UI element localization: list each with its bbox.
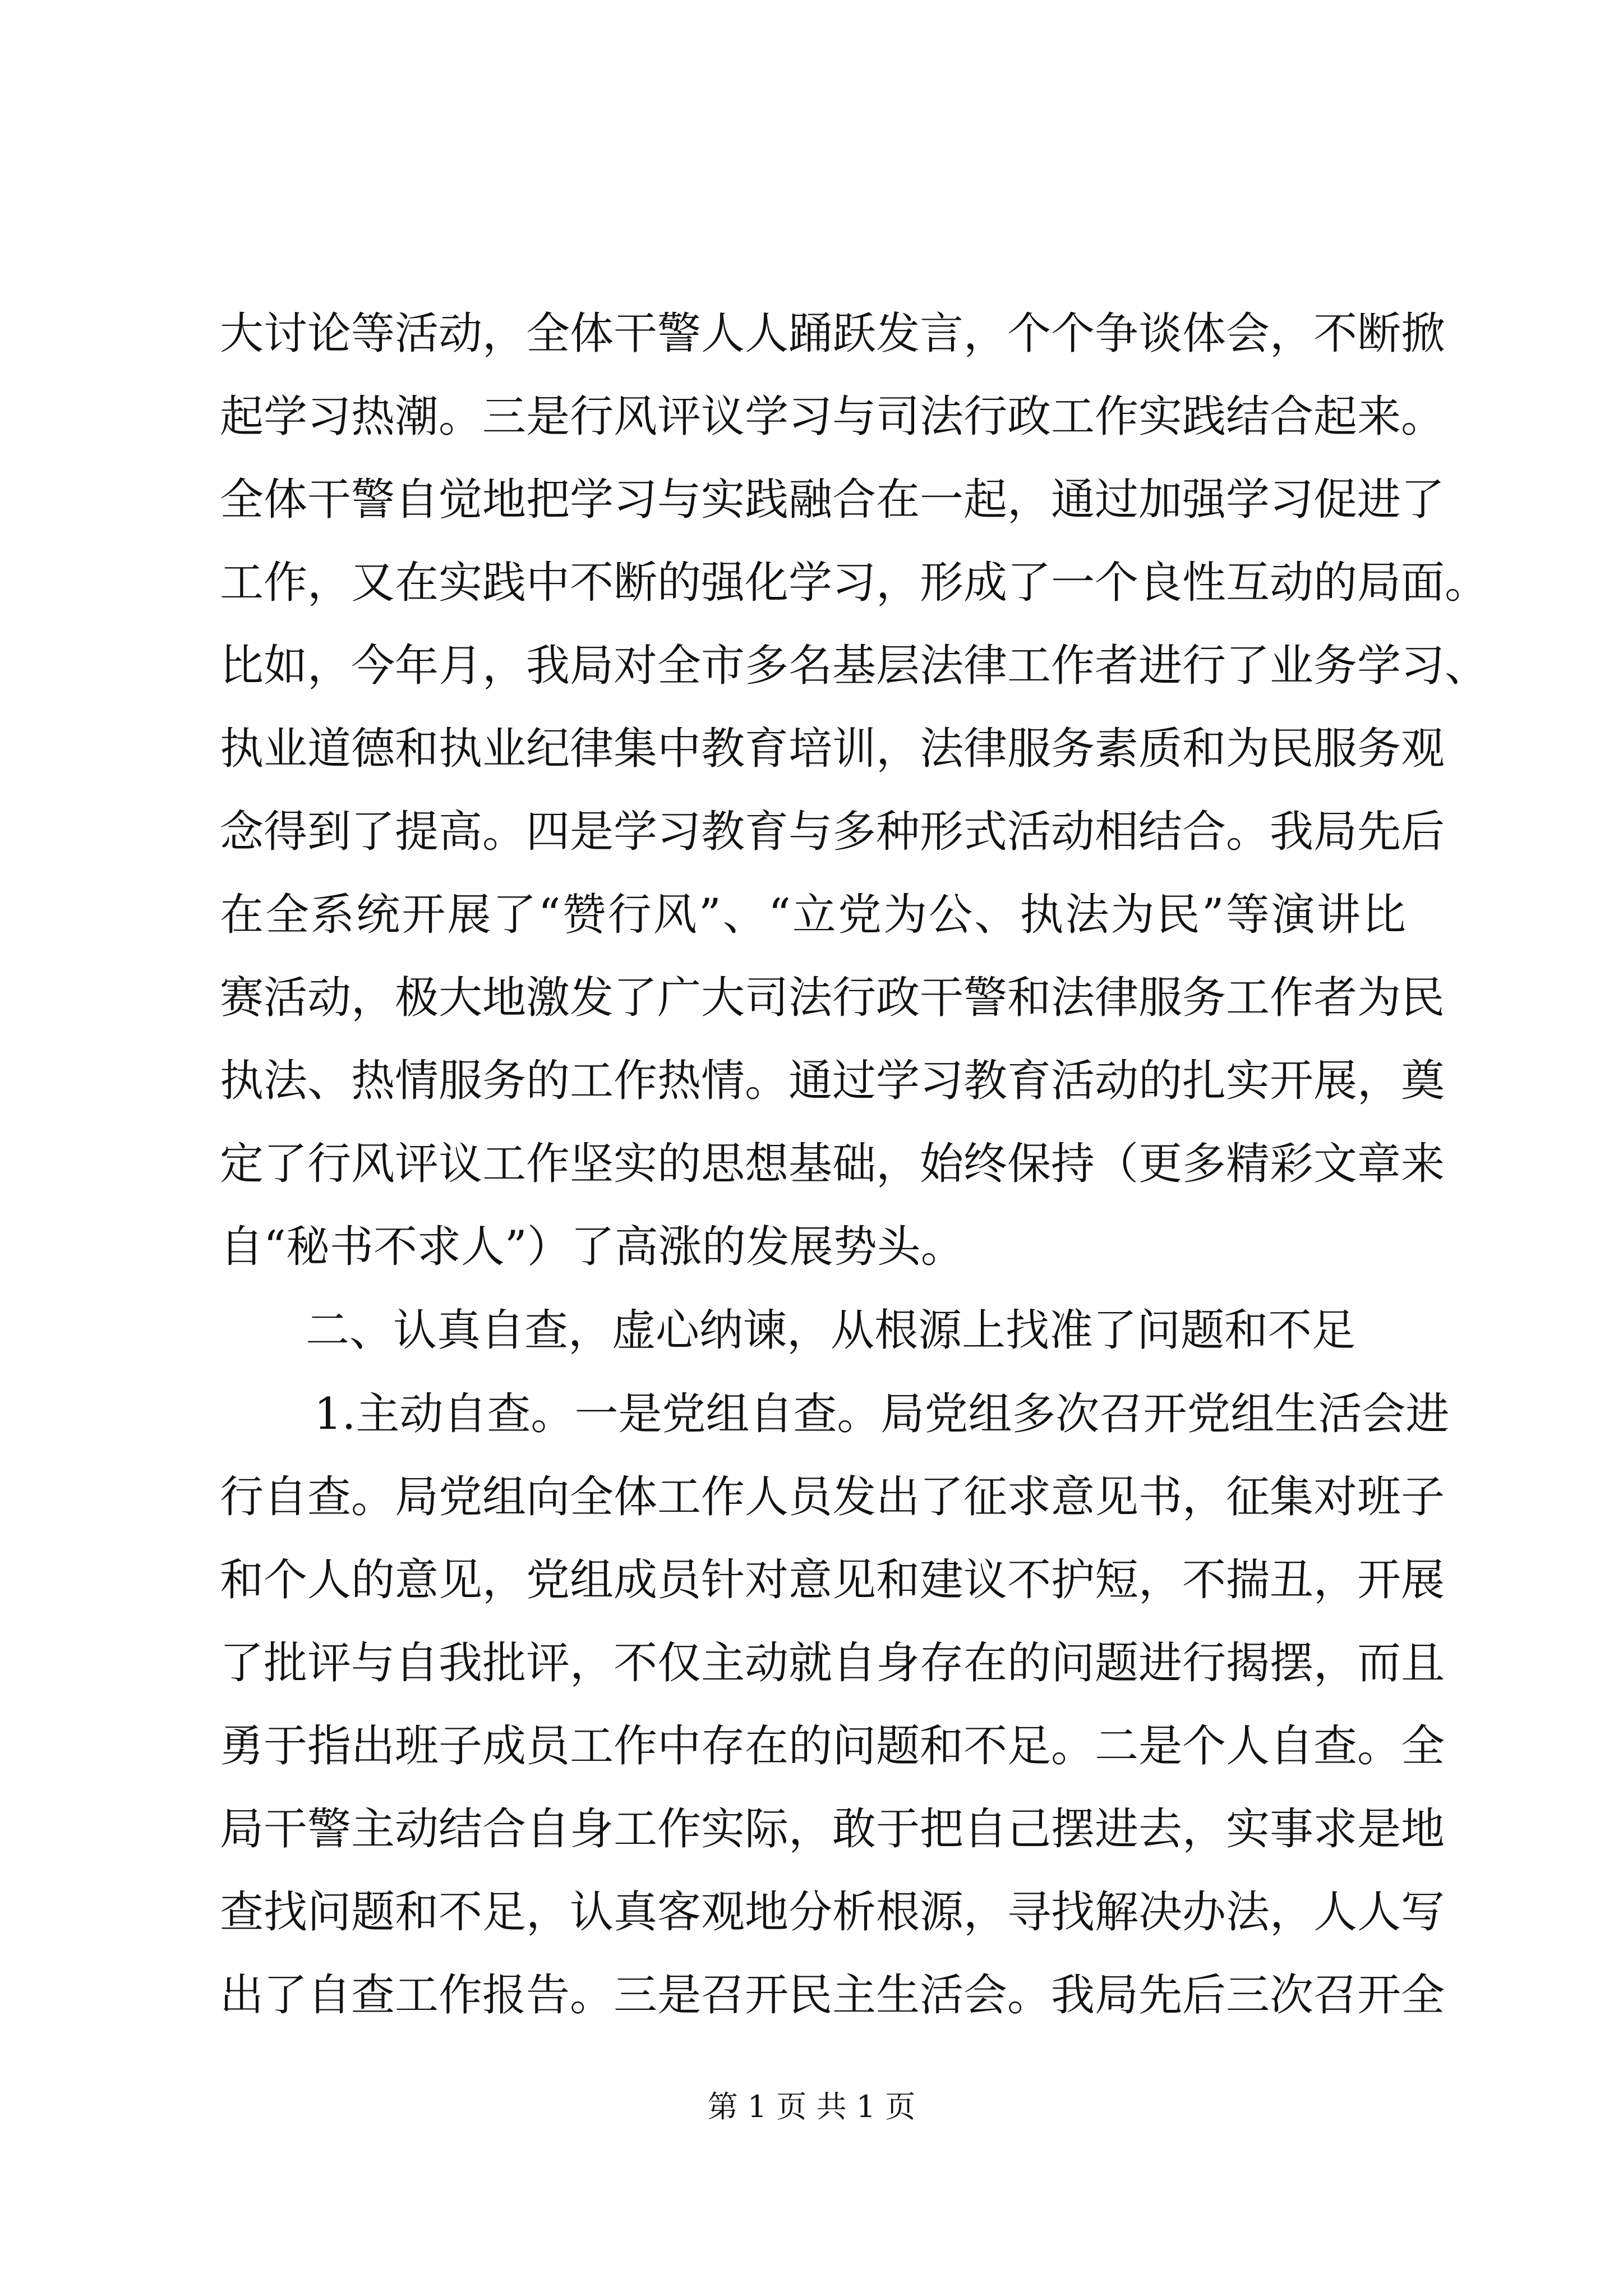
body-text-line: 行自查。局党组向全体工作人员发出了征求意见书，征集对班子 — [220, 1472, 1445, 1522]
body-text-line: 出了自查工作报告。三是召开民主生活会。我局先后三次召开全 — [220, 1970, 1445, 2021]
body-text-line: 工作，又在实践中不断的强化学习，形成了一个良性互动的局面。 — [220, 558, 1489, 608]
body-text-line: 念得到了提高。四是学习教育与多种形式活动相结合。我局先后 — [220, 807, 1445, 857]
section-heading: 二、认真自查，虚心纳谏，从根源上找准了问题和不足 — [306, 1305, 1356, 1356]
page-footer: 第 1 页 共 1 页 — [707, 2089, 916, 2124]
body-text-line: 赛活动，极大地激发了广大司法行政干警和法律服务工作者为民 — [220, 973, 1445, 1023]
body-text-line: 比如，今年月，我局对全市多名基层法律工作者进行了业务学习、 — [220, 641, 1489, 691]
body-text-line: 自“秘书不求人”）了高涨的发展势头。 — [220, 1222, 965, 1272]
body-text-line: 执业道德和执业纪律集中教育培训，法律服务素质和为民服务观 — [220, 724, 1445, 774]
body-text-line: 了批评与自我批评，不仅主动就自身存在的问题进行揭摆，而且 — [220, 1638, 1445, 1688]
body-text-line: 在全系统开展了“赞行风”、“立党为公、执法为民”等演讲比 — [220, 890, 1406, 940]
body-text-line: 勇于指出班子成员工作中存在的问题和不足。二是个人自查。全 — [220, 1721, 1445, 1772]
body-text-line: 全体干警自觉地把学习与实践融合在一起，通过加强学习促进了 — [220, 475, 1445, 525]
body-text-line: 定了行风评议工作坚实的思想基础，始终保持（更多精彩文章来 — [220, 1139, 1445, 1189]
body-text-line: 执法、热情服务的工作热情。通过学习教育活动的扎实开展，奠 — [220, 1056, 1445, 1106]
body-text-line: 局干警主动结合自身工作实际，敢于把自己摆进去，实事求是地 — [220, 1804, 1445, 1855]
body-text-line: 大讨论等活动，全体干警人人踊跃发言，个个争谈体会，不断掀 — [220, 309, 1445, 359]
body-text-line: 查找问题和不足，认真客观地分析根源，寻找解决办法，人人写 — [220, 1887, 1445, 1938]
body-text-line: 1.主动自查。一是党组自查。局党组多次召开党组生活会进 — [314, 1389, 1450, 1439]
body-text-line: 起学习热潮。三是行风评议学习与司法行政工作实践结合起来。 — [220, 392, 1445, 442]
body-text-line: 和个人的意见，党组成员针对意见和建议不护短，不揣丑，开展 — [220, 1555, 1445, 1605]
